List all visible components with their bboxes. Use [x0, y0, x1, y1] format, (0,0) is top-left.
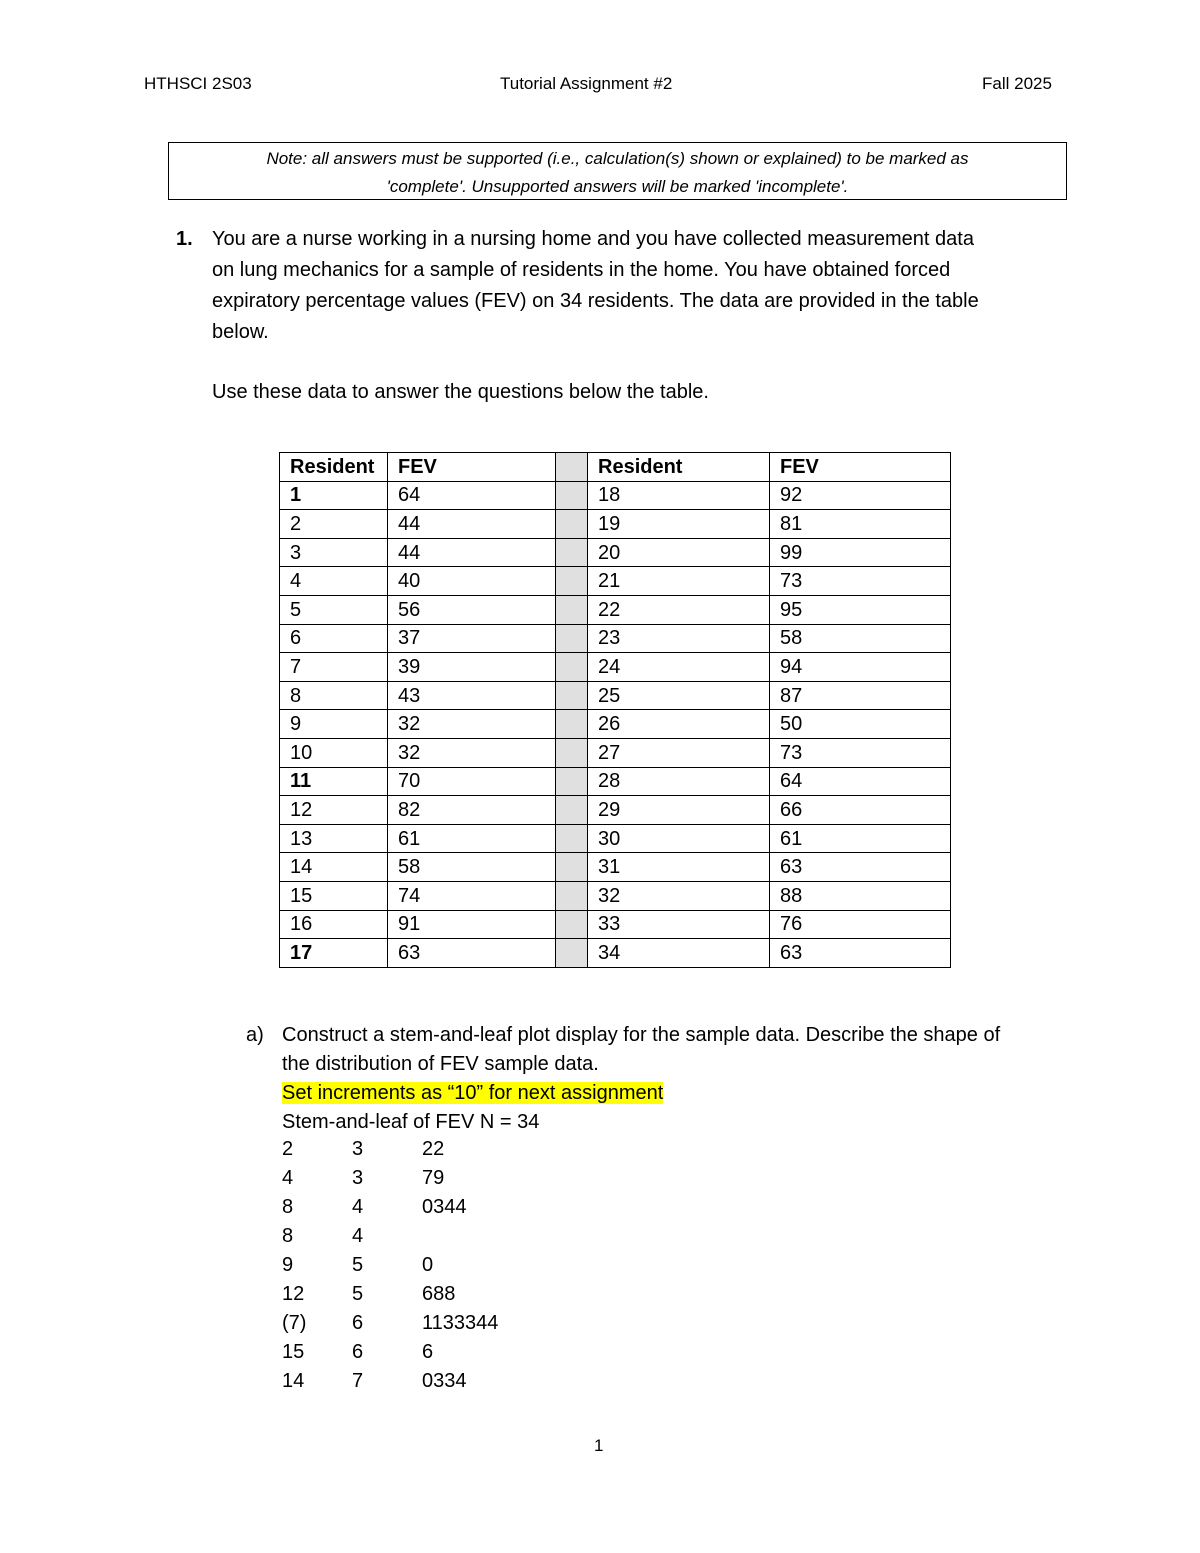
- cell-resident: 34: [588, 939, 770, 968]
- col-header-fev: FEV: [770, 453, 951, 482]
- table-row: [280, 710, 951, 739]
- stem-depth: 14: [282, 1370, 305, 1392]
- question-line: below.: [212, 321, 269, 343]
- table-row: [280, 538, 951, 567]
- column-gap: [556, 624, 588, 653]
- column-gap: [556, 510, 588, 539]
- stem-value: 3: [352, 1138, 364, 1160]
- table-row: [280, 567, 951, 596]
- part-a-label: a): [246, 1024, 264, 1046]
- course-code: HTHSCI 2S03: [144, 74, 252, 93]
- fev-data-table: [279, 452, 951, 968]
- column-gap: [556, 453, 588, 482]
- stem-leaves: 0334: [422, 1370, 467, 1392]
- cell-fev: 61: [388, 824, 556, 853]
- stem-leaves: 22: [422, 1138, 445, 1160]
- note-line-2: 'complete'. Unsupported answers will be marked 'incomplete'.: [386, 177, 849, 196]
- table-row: [280, 624, 951, 653]
- stem-leaves: 688: [422, 1283, 456, 1305]
- cell-fev: 63: [770, 853, 951, 882]
- cell-fev: 40: [388, 567, 556, 596]
- table-row: [280, 939, 951, 968]
- table-row: [280, 738, 951, 767]
- cell-fev: 95: [770, 595, 951, 624]
- table-row: [280, 681, 951, 710]
- stem-depth: 15: [282, 1341, 305, 1363]
- part-a-text: [282, 1021, 1000, 1137]
- cell-resident: 15: [280, 881, 388, 910]
- column-gap: [556, 738, 588, 767]
- table-row: [280, 881, 951, 910]
- table-row: [280, 653, 951, 682]
- term: Fall 2025: [982, 74, 1052, 93]
- table-body: [280, 481, 951, 967]
- column-gap: [556, 567, 588, 596]
- cell-fev: 82: [388, 796, 556, 825]
- part-a-line: the distribution of FEV sample data.: [282, 1053, 599, 1075]
- cell-resident: 32: [588, 881, 770, 910]
- column-gap: [556, 824, 588, 853]
- cell-fev: 70: [388, 767, 556, 796]
- stem-leaves: 79: [422, 1167, 445, 1189]
- table-row: [280, 824, 951, 853]
- stem-depth: 9: [282, 1254, 294, 1276]
- cell-fev: 63: [770, 939, 951, 968]
- column-gap: [556, 881, 588, 910]
- question-text: [212, 224, 1067, 348]
- col-header-fev: FEV: [388, 453, 556, 482]
- cell-fev: 66: [770, 796, 951, 825]
- table-row: [280, 796, 951, 825]
- page-number: 1: [594, 1436, 604, 1455]
- column-gap: [556, 767, 588, 796]
- note-line-1: Note: all answers must be supported (i.e., calculation(s) shown or explained) to be marked as: [266, 149, 969, 168]
- cell-resident: 28: [588, 767, 770, 796]
- cell-resident: 1: [280, 481, 388, 510]
- cell-fev: 94: [770, 653, 951, 682]
- cell-resident: 11: [280, 767, 388, 796]
- cell-fev: 73: [770, 738, 951, 767]
- stem-value: 5: [352, 1283, 364, 1305]
- column-gap: [556, 939, 588, 968]
- cell-resident: 6: [280, 624, 388, 653]
- stem-depth: 8: [282, 1225, 294, 1247]
- stem-depth: 2: [282, 1138, 294, 1160]
- cell-fev: 56: [388, 595, 556, 624]
- cell-fev: 61: [770, 824, 951, 853]
- stem-depth: 4: [282, 1167, 294, 1189]
- cell-resident: 14: [280, 853, 388, 882]
- col-header-resident: Resident: [588, 453, 770, 482]
- cell-resident: 24: [588, 653, 770, 682]
- cell-resident: 12: [280, 796, 388, 825]
- cell-resident: 30: [588, 824, 770, 853]
- stem-depth: 8: [282, 1196, 294, 1218]
- cell-resident: 9: [280, 710, 388, 739]
- cell-resident: 33: [588, 910, 770, 939]
- cell-fev: 63: [388, 939, 556, 968]
- cell-fev: 37: [388, 624, 556, 653]
- table-row: [280, 510, 951, 539]
- cell-fev: 50: [770, 710, 951, 739]
- question-line: You are a nurse working in a nursing home and you have collected measurement data: [212, 228, 974, 250]
- stem-value: 4: [352, 1196, 364, 1218]
- question-line: on lung mechanics for a sample of residents in the home. You have obtained forced: [212, 259, 951, 281]
- cell-fev: 76: [770, 910, 951, 939]
- cell-resident: 22: [588, 595, 770, 624]
- cell-resident: 8: [280, 681, 388, 710]
- stem-value: 6: [352, 1312, 364, 1334]
- cell-fev: 99: [770, 538, 951, 567]
- column-gap: [556, 481, 588, 510]
- cell-fev: 64: [770, 767, 951, 796]
- stem-leaves: 0: [422, 1254, 434, 1276]
- cell-resident: 25: [588, 681, 770, 710]
- stem-value: 7: [352, 1370, 364, 1392]
- cell-resident: 7: [280, 653, 388, 682]
- highlight-note: Set increments as “10” for next assignment: [282, 1082, 664, 1104]
- column-gap: [556, 681, 588, 710]
- question-number: 1.: [176, 228, 193, 250]
- cell-fev: 92: [770, 481, 951, 510]
- column-gap: [556, 796, 588, 825]
- stem-leaves: 1133344: [422, 1312, 499, 1334]
- stem-leaf-title: Stem-and-leaf of FEV N = 34: [282, 1111, 540, 1133]
- table-header-row: [280, 453, 951, 482]
- column-gap: [556, 538, 588, 567]
- table-row: [280, 767, 951, 796]
- cell-resident: 16: [280, 910, 388, 939]
- cell-resident: 20: [588, 538, 770, 567]
- cell-fev: 88: [770, 881, 951, 910]
- cell-fev: 39: [388, 653, 556, 682]
- cell-resident: 18: [588, 481, 770, 510]
- cell-resident: 23: [588, 624, 770, 653]
- cell-fev: 81: [770, 510, 951, 539]
- stem-leaves: 0344: [422, 1196, 467, 1218]
- cell-resident: 4: [280, 567, 388, 596]
- cell-resident: 21: [588, 567, 770, 596]
- stem-value: 3: [352, 1167, 364, 1189]
- cell-fev: 32: [388, 738, 556, 767]
- column-gap: [556, 910, 588, 939]
- part-a-line: Construct a stem-and-leaf plot display for the sample data. Describe the shape of: [282, 1024, 1001, 1046]
- cell-resident: 10: [280, 738, 388, 767]
- question-instruction: Use these data to answer the questions below the table.: [212, 381, 709, 403]
- table-row: [280, 853, 951, 882]
- stem-depth: 12: [282, 1283, 305, 1305]
- cell-fev: 87: [770, 681, 951, 710]
- cell-resident: 2: [280, 510, 388, 539]
- question-line: expiratory percentage values (FEV) on 34 residents. The data are provided in the table: [212, 290, 979, 312]
- document-title: Tutorial Assignment #2: [500, 74, 673, 93]
- cell-fev: 74: [388, 881, 556, 910]
- cell-resident: 5: [280, 595, 388, 624]
- stem-depth: (7): [282, 1312, 307, 1334]
- column-gap: [556, 653, 588, 682]
- table-row: [280, 910, 951, 939]
- cell-resident: 19: [588, 510, 770, 539]
- col-header-resident: Resident: [280, 453, 388, 482]
- cell-fev: 64: [388, 481, 556, 510]
- stem-value: 5: [352, 1254, 364, 1276]
- cell-fev: 91: [388, 910, 556, 939]
- stem-leaves: 6: [422, 1341, 434, 1363]
- cell-resident: 13: [280, 824, 388, 853]
- cell-fev: 32: [388, 710, 556, 739]
- table-row: [280, 595, 951, 624]
- cell-fev: 44: [388, 510, 556, 539]
- cell-resident: 29: [588, 796, 770, 825]
- cell-resident: 26: [588, 710, 770, 739]
- table-row: [280, 481, 951, 510]
- cell-fev: 43: [388, 681, 556, 710]
- cell-resident: 27: [588, 738, 770, 767]
- note-box: [168, 142, 1067, 200]
- stem-value: 6: [352, 1341, 364, 1363]
- column-gap: [556, 710, 588, 739]
- column-gap: [556, 595, 588, 624]
- cell-resident: 3: [280, 538, 388, 567]
- cell-fev: 58: [388, 853, 556, 882]
- cell-fev: 73: [770, 567, 951, 596]
- cell-fev: 44: [388, 538, 556, 567]
- stem-value: 4: [352, 1225, 364, 1247]
- cell-fev: 58: [770, 624, 951, 653]
- cell-resident: 17: [280, 939, 388, 968]
- column-gap: [556, 853, 588, 882]
- cell-resident: 31: [588, 853, 770, 882]
